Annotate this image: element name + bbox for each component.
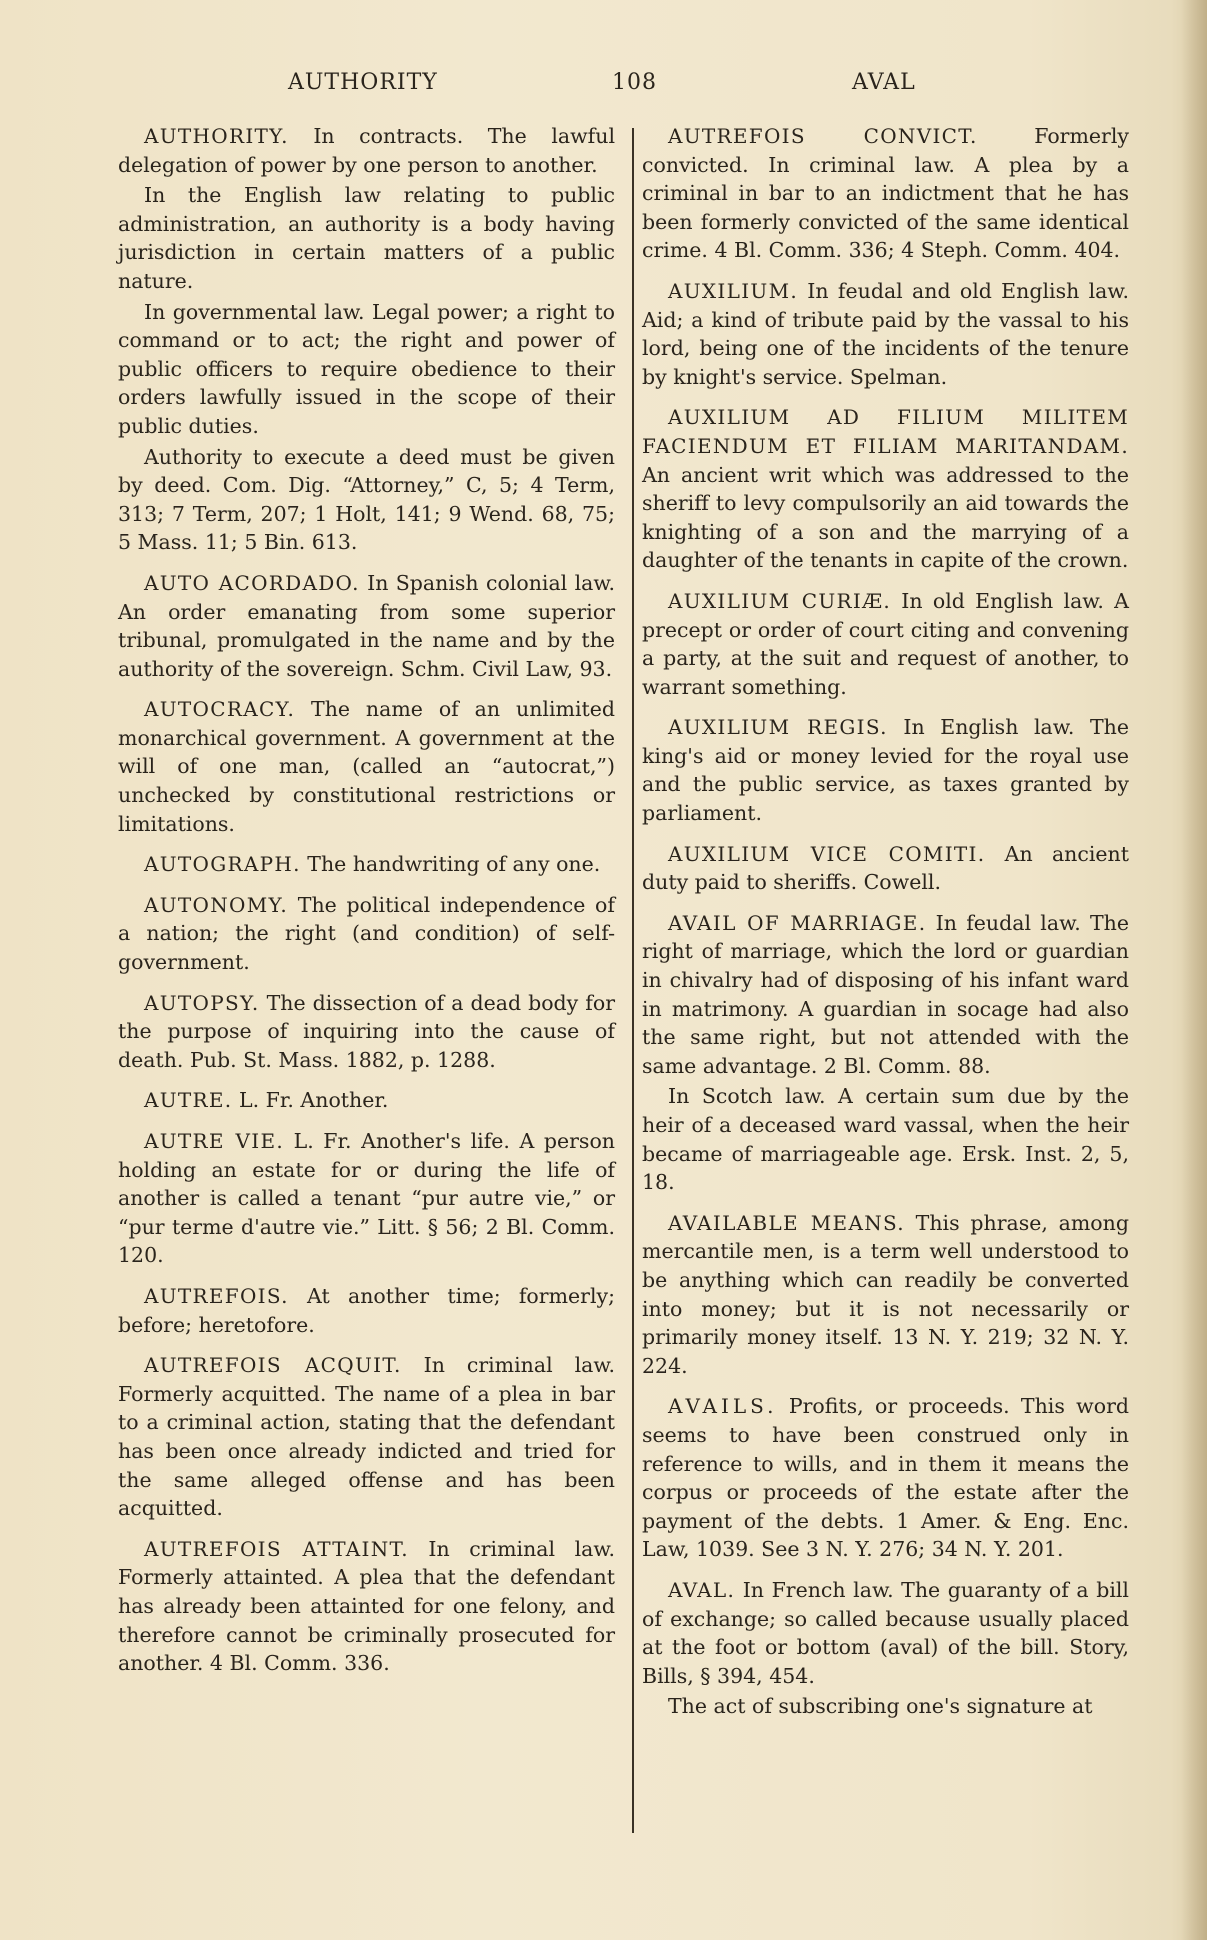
entry-auxilium-ad-filium [642,403,1129,575]
entry-authority-para-3 [118,298,615,441]
entry-text: L. Fr. Another. [232,1088,389,1113]
entry-text: Profits, or proceeds. This word seems to have been construed only in reference to wills, and in them it means the corpus or proceeds of the estate after the payment of the debts. 1 Amer. & Eng. Enc. Law, 1039. See 3 N. Y. 276; 34 N. Y. 201. [642,1394,1129,1562]
column-divider [632,128,634,1833]
entry-term: AUTOGRAPH. [144,852,301,877]
entry-term: AUTREFOIS ACQUIT. [144,1353,402,1378]
entry-term: AUTO ACORDADO. [144,570,360,595]
entry-text: An ancient writ which was addressed to the sheriff to levy compulsorily an aid towards the knighting of a son and the marrying of a daughter of the tenants in capite of the crown. [642,462,1129,573]
entry-aval-para-2 [642,1692,1129,1721]
entry-autocracy [118,695,615,838]
entry-text: In governmental law. Legal power; a right to command or to act; the right and power of public officers to require obedience to their orders lawfully issued in the scope of their public duties. [118,299,615,438]
entry-auxilium-vice-comiti [642,840,1129,897]
entry-term: AUXILIUM VICE COMITI. [668,841,986,866]
entry-term: AUXILIUM REGIS. [668,715,888,740]
entry-text: In the English law relating to public administration, an authority is a body having jurisdiction in certain matters of a public nature. [118,183,615,293]
entry-autograph [118,850,615,879]
entry-autre [118,1086,615,1115]
entry-avails [642,1392,1129,1564]
entry-term: AUTREFOIS ATTAINT. [144,1536,409,1561]
entry-autrefois [118,1282,615,1339]
entry-avail-of-marriage [642,909,1129,1081]
entry-autrefois-convict [642,122,1129,265]
entry-text: L. Fr. Another's life. A person holding an estate for or during the life of another is called a tenant “pur autre vie,” or “pur terme d'autre vie.” Litt. § 56; 2 Bl. Comm. 120. [118,1129,615,1268]
right-column [642,122,1129,1733]
entry-term: AUTOPSY. [144,990,260,1015]
entry-text: In old English law. A precept or order of court citing and convening a party, at the suit and request of another, to warrant something. [642,588,1129,699]
entry-text: In criminal law. Formerly attainted. A plea that the defendant has already been attainted for one felony, and therefore cannot be criminally prosecuted for another. 4 Bl. Comm. 336. [118,1536,615,1676]
entry-text: In English law. The king's aid or money levied for the royal use and the public service, as taxes granted by parliament. [642,715,1129,826]
page-number: 108 [612,70,657,95]
entry-text: Authority to execute a deed must be given by deed. Com. Dig. “Attorney,” C, 5; 4 Term, 313; 7 Term, 207; 1 Holt, 141; 9 Wend. 68, 75; 5 Mass. 11; 5 Bin. 613. [118,444,615,555]
entry-term: AUTRE VIE. [144,1129,285,1153]
entry-term: AUTOCRACY. [144,697,296,722]
entry-term: AUXILIUM AD FILIUM MILITEM FACIENDUM ET FILIAM MARITANDAM. [642,405,1129,458]
entry-autre-vie [118,1127,615,1270]
running-header [0,70,1207,110]
entry-text: The act of subscribing one's signature at [668,1694,1093,1719]
entry-term: AVAIL OF MARRIAGE. [668,910,927,935]
entry-auxilium [642,277,1129,391]
entry-auxilium-curiae [642,587,1129,701]
page-edge-shadow [1181,0,1207,1940]
entry-term: AUTONOMY. [144,892,289,917]
entry-auxilium-regis [642,713,1129,827]
entry-term: AUTREFOIS. [144,1283,289,1308]
entry-text: The handwriting of any one. [300,852,601,877]
entry-text: In Spanish colonial law. An order emanating from some superior tribunal, promulgated in the name and by the authority of the sovereign. Schm. Civil Law, 93. [118,570,616,681]
header-left-guideword: AUTHORITY [288,70,438,95]
entry-term: AUTREFOIS CONVICT. [668,124,978,148]
entry-authority-para-2 [118,181,615,295]
entry-text: In criminal law. Formerly acquitted. The name of a plea in bar to a criminal action, stating that the defendant has been once already indicted and tried for the same alleged offense and has been acquitted. [118,1353,615,1521]
entry-text: The political independence of a nation; the right (and condition) of self-government. [118,892,615,975]
header-right-guideword: AVAL [852,70,916,95]
entry-authority-para-4 [118,443,615,557]
entry-term: AUXILIUM CURIÆ. [668,588,892,613]
entry-autonomy [118,891,615,977]
entry-text: The dissection of a dead body for the purpose of inquiring into the cause of death. Pub. St. Mass. 1882, p. 1288. [118,990,615,1072]
entry-autopsy [118,989,615,1075]
entry-text: Formerly convicted. In criminal law. A plea by a criminal in bar to an indictment that he has been formerly convicted of the same identical crime. 4 Bl. Comm. 336; 4 Steph. Comm. 404. [642,124,1129,263]
entry-text: The name of an unlimited monarchical government. A government at the will of one man, (called an “autocrat,”) unchecked by constitutional restrictions or limitations. [118,697,615,836]
entry-text: In Scotch law. A certain sum due by the heir of a deceased ward vassal, when the heir became of marriageable age. Ersk. Inst. 2, 5, 18. [642,1084,1129,1195]
entry-avail-of-marriage-para-2 [642,1082,1129,1196]
entry-authority [118,122,615,179]
entry-aval [642,1576,1129,1690]
entry-text: In feudal and old English law. Aid; a kind of tribute paid by the vassal to his lord, being one of the incidents of the tenure by knight's service. Spelman. [642,278,1129,389]
entry-autrefois-acquit [118,1351,615,1523]
entry-term: AUTHORITY. [144,124,289,148]
entry-text: An ancient duty paid to sheriffs. Cowell. [642,841,1129,895]
entry-text: At another time; formerly; before; heretofore. [118,1283,615,1337]
entry-available-means [642,1209,1129,1381]
entry-text: In French law. The guaranty of a bill of exchange; so called because usually placed at the foot or bottom (aval) of the bill. Story, Bills, § 394, 454. [642,1577,1129,1688]
entry-autrefois-attaint [118,1535,615,1678]
entry-auto-acordado [118,569,615,683]
entry-text: In feudal law. The right of marriage, which the lord or guardian in chivalry had of disposing of his infant ward in matrimony. A guardian in socage had also the same right, but not attended with the same advantage. 2 Bl. Comm. 88. [642,910,1129,1078]
entry-term: AUXILIUM. [668,278,799,303]
entry-term: AVAILABLE MEANS. [668,1210,905,1235]
entry-term: AVAILS. [668,1394,778,1419]
entry-term: AVAL. [668,1577,736,1602]
entry-text: This phrase, among mercantile men, is a term well understood to be anything which can readily be converted into money; but it is not necessarily or primarily money itself. 13 N. Y. 219; 32 N. Y. 224. [642,1210,1129,1378]
left-column [118,122,615,1690]
entry-term: AUTRE. [144,1088,233,1113]
entry-text: In contracts. The lawful delegation of power by one person to another. [118,124,615,177]
